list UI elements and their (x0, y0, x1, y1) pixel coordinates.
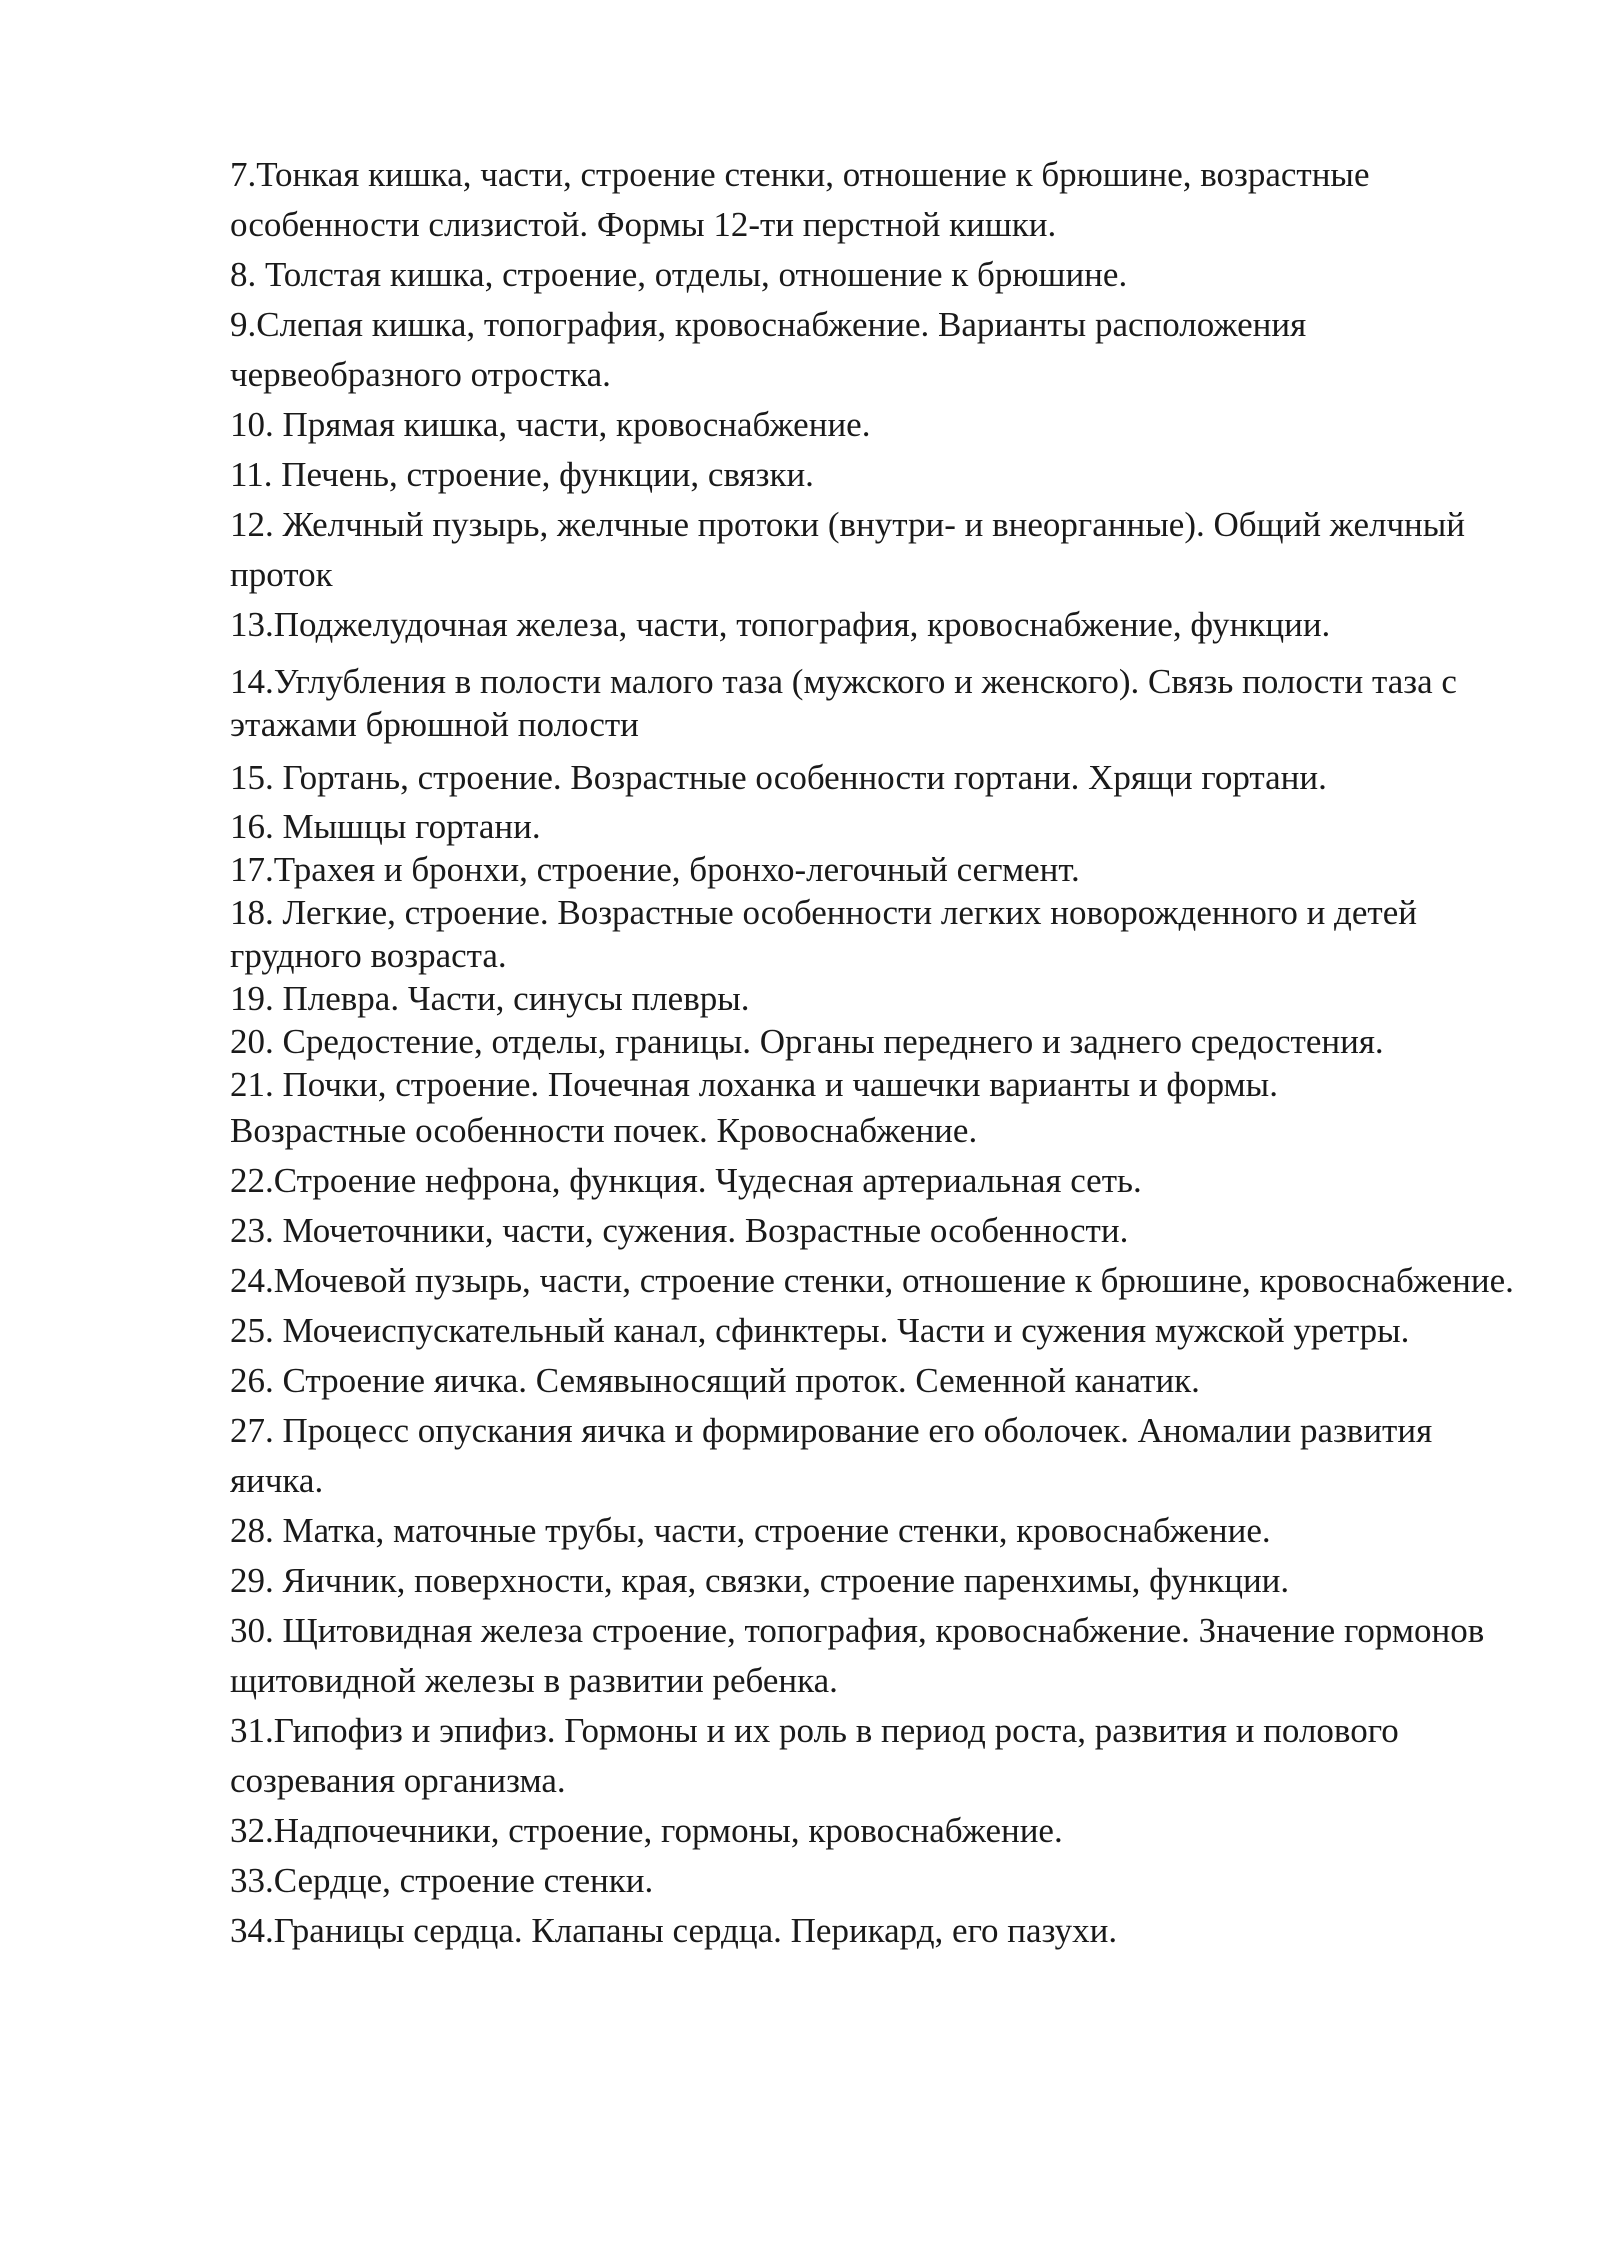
list-item: 27. Процесс опускания яичка и формирование его оболочек. Аномалии развития яичка. (230, 1411, 1433, 1500)
list-item: 16. Мышцы гортани. (230, 807, 541, 846)
list-item: 31.Гипофиз и эпифиз. Гормоны и их роль в период роста, развития и полового созревания организма. (230, 1711, 1399, 1800)
list-item: 34.Границы сердца. Клапаны сердца. Перикард, его пазухи. (230, 1911, 1118, 1950)
list-item: 26. Строение яичка. Семявыносящий проток. Семенной канатик. (230, 1361, 1200, 1400)
list-item: 8. Толстая кишка, строение, отделы, отношение к брюшине. (230, 255, 1128, 294)
list-item: 29. Яичник, поверхности, края, связки, строение паренхимы, функции. (230, 1561, 1290, 1600)
list-item: 17.Трахея и бронхи, строение, бронхо-легочный сегмент. (230, 850, 1080, 889)
list-item: 33.Сердце, строение стенки. (230, 1861, 654, 1900)
list-item: 24.Мочевой пузырь, части, строение стенки, отношение к брюшине, кровоснабжение. (230, 1261, 1514, 1300)
list-item: 15. Гортань, строение. Возрастные особенности гортани. Хрящи гортани. (230, 758, 1327, 797)
list-item: 32.Надпочечники, строение, гормоны, кровоснабжение. (230, 1811, 1063, 1850)
list-item: 20. Средостение, отделы, границы. Органы переднего и заднего средостения. (230, 1022, 1384, 1061)
list-item: 19. Плевра. Части, синусы плевры. (230, 979, 750, 1018)
list-item: 7.Тонкая кишка, части, строение стенки, отношение к брюшине, возрастные особенности слизистой. Формы 12-ти перстной кишки. (230, 155, 1370, 244)
list-item: 21. Почки, строение. Почечная лоханка и чашечки варианты и формы. (230, 1065, 1278, 1104)
list-item: 22.Строение нефрона, функция. Чудесная артериальная сеть. (230, 1161, 1142, 1200)
question-list (230, 150, 1530, 1956)
list-item: 11. Печень, строение, функции, связки. (230, 455, 814, 494)
list-item: Возрастные особенности почек. Кровоснабжение. (230, 1111, 978, 1150)
list-item: 14.Углубления в полости малого таза (мужского и женского). Связь полости таза с этажами брюшной полости (230, 662, 1457, 744)
list-item: 28. Матка, маточные трубы, части, строение стенки, кровоснабжение. (230, 1511, 1271, 1550)
list-item: 10. Прямая кишка, части, кровоснабжение. (230, 405, 871, 444)
list-item: 12. Желчный пузырь, желчные протоки (внутри- и внеорганные). Общий желчный проток (230, 505, 1466, 594)
list-item: 30. Щитовидная железа строение, топография, кровоснабжение. Значение гормонов щитовидной железы в развитии ребенка. (230, 1611, 1485, 1700)
list-item: 9.Слепая кишка, топография, кровоснабжение. Варианты расположения червеобразного отростка. (230, 305, 1307, 394)
list-item: 25. Мочеиспускательный канал, сфинктеры. Части и сужения мужской уретры. (230, 1311, 1410, 1350)
list-item: 13.Поджелудочная железа, части, топография, кровоснабжение, функции. (230, 605, 1331, 644)
list-item: 18. Легкие, строение. Возрастные особенности легких новорожденного и детей грудного возраста. (230, 893, 1417, 975)
list-item: 23. Мочеточники, части, сужения. Возрастные особенности. (230, 1211, 1129, 1250)
